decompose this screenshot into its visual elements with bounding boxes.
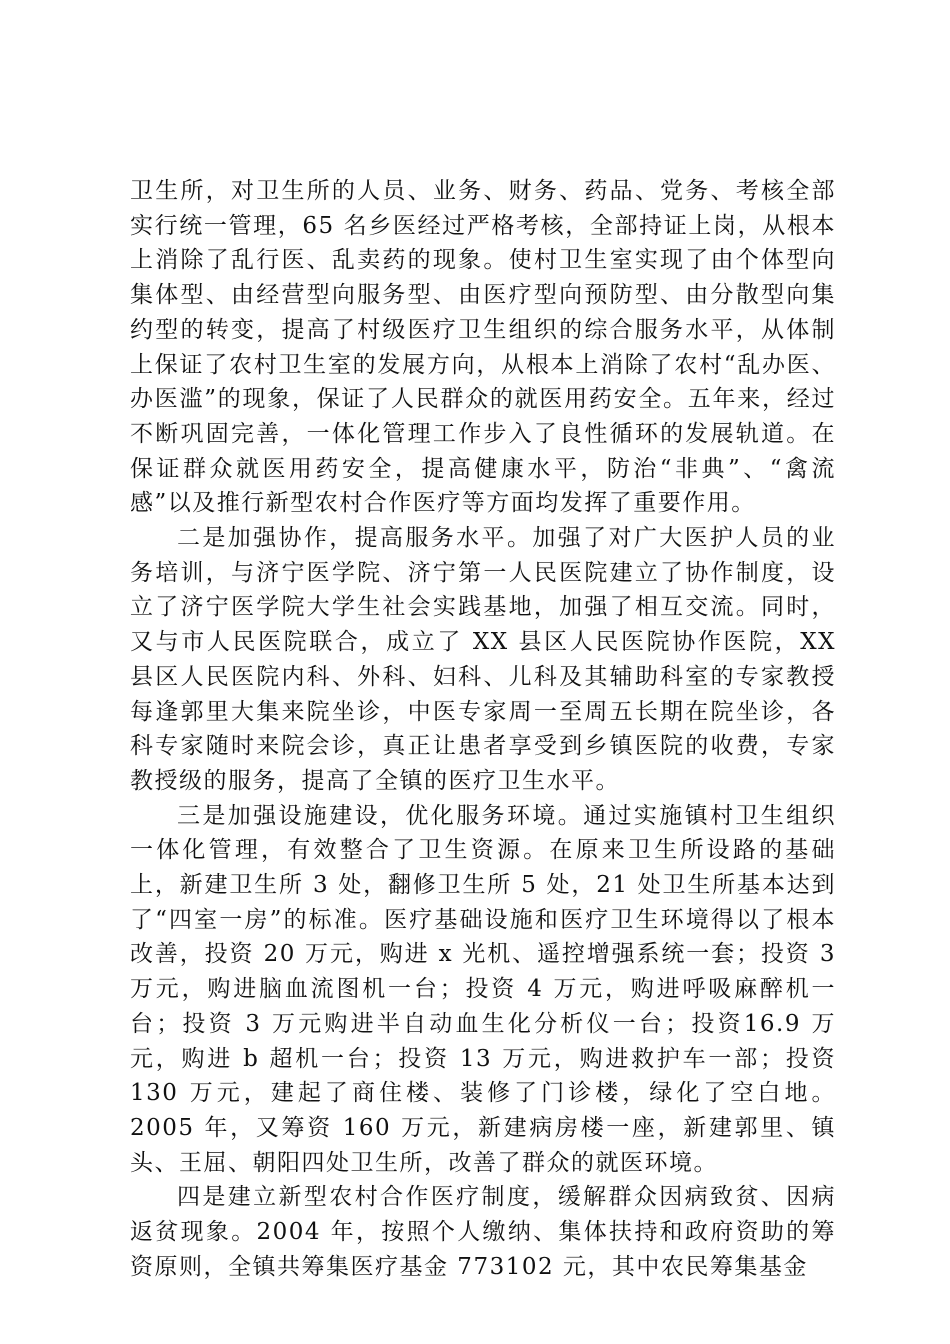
text-line: 到了“四室一房”的标准。医疗基础设施和医疗卫生环境得以	[130, 872, 836, 933]
text-line: 散型向集约型的转变，提高了村级医疗卫生组织的综合服务水	[130, 282, 837, 343]
text-line: 筹资原则，全镇共筹集医疗基金 773102 元，其中农民筹集基金	[130, 1219, 836, 1280]
text-line: 部实行统一管理，65 名乡医经过严格考核，全部持证上岗，从	[130, 178, 836, 239]
text-line: 了根本改善，投资 20 万元，购进 x 光机、遥控增强系统一套；	[130, 906, 836, 968]
text-line: XX 县区人民医院内科、外科、妇科、儿科及其辅助科室的专家	[130, 629, 836, 690]
text-line: 诊，各科专家随时来院会诊，真正让患者享受到乡镇医院的收	[130, 698, 837, 760]
text-line: 础上，新建卫生所 3 处，翻修卫生所 5 处，21 处卫生所基本达	[130, 837, 836, 899]
paragraph-2	[130, 521, 836, 799]
text-line: 体型向集体型、由经营型向服务型、由医疗型向预防型、由分	[130, 247, 837, 309]
text-line: 设立了济宁医学院大学生社会实践基地，加强了相互交流。同	[130, 559, 836, 621]
paragraph-3	[130, 799, 836, 1181]
text-line: 时，又与市人民医院联合，成立了 XX 县区人民医院协作医院，	[130, 594, 837, 656]
text-line: 均发挥了重要作用。	[535, 490, 756, 517]
document-body	[130, 174, 836, 1285]
text-line: 投资 3 万元，购进脑血流图机一台；投资 4 万元，购进呼吸麻	[130, 941, 837, 1003]
text-line: 性循环的发展轨道。在保证群众就医用药安全，提高健康水平，	[130, 420, 837, 482]
text-line: 教授每逢郭里大集来院坐诊，中医专家周一至周五长期在院坐	[130, 663, 837, 725]
text-line: 织一体化管理，有效整合了卫生资源。在原来卫生所设路的基	[130, 802, 836, 864]
text-line: 病返贫现象。2004 年，按照个人缴纳、集体扶持和政府资助的	[130, 1184, 836, 1246]
text-line: 二是加强协作，提高服务水平。加强了对广大医护人员的	[177, 525, 812, 552]
text-line: 王屈、朝阳四处卫生所，改善了群众的就医环境。	[179, 1149, 718, 1176]
text-line: 醉机一台；投资 3 万元购进半自动血生化分析仪一台；投资	[130, 976, 837, 1037]
text-line: 资 130 万元，建起了商住楼、装修了门诊楼，绿化了空白地。	[130, 1045, 836, 1107]
text-line: 农村“乱办医、办医滥”的现象，保证了人民群众的就医用药	[130, 351, 836, 413]
text-line: 三是加强设施建设，优化服务环境。通过实施镇村卫生组	[177, 802, 812, 829]
text-line: 防治“非典”、“禽流感”以及推行新型农村合作医疗等方面	[130, 455, 836, 517]
paragraph-1	[130, 174, 836, 521]
text-line: 四是建立新型农村合作医疗制度，缓解群众因病致贫、因	[177, 1184, 812, 1211]
text-line: 卫生所，对卫生所的人员、业务、财务、药品、党务、考核全	[130, 178, 812, 204]
text-line: 平，从体制上保证了农村卫生室的发展方向，从根本上消除了	[130, 316, 837, 378]
paragraph-4	[130, 1180, 836, 1284]
text-line: 安全。五年来，经过不断巩固完善，一体化管理工作步入了良	[130, 386, 837, 447]
text-line: 2005 年，又筹资 160 万元，新建病房楼一座，新建郭里、镇头、	[130, 1114, 836, 1176]
text-line: 费，专家教授级的服务，提高了全镇的医疗卫生水平。	[130, 733, 837, 794]
text-line: 根本上消除了乱行医、乱卖药的现象。使村卫生室实现了由个	[130, 212, 837, 274]
text-line: 业务培训，与济宁医学院、济宁第一人民医院建立了协作制度，	[130, 525, 836, 586]
text-line: 16.9 万元，购进 b 超机一台；投资 13 万元，购进救护车一部；投	[130, 1010, 836, 1072]
